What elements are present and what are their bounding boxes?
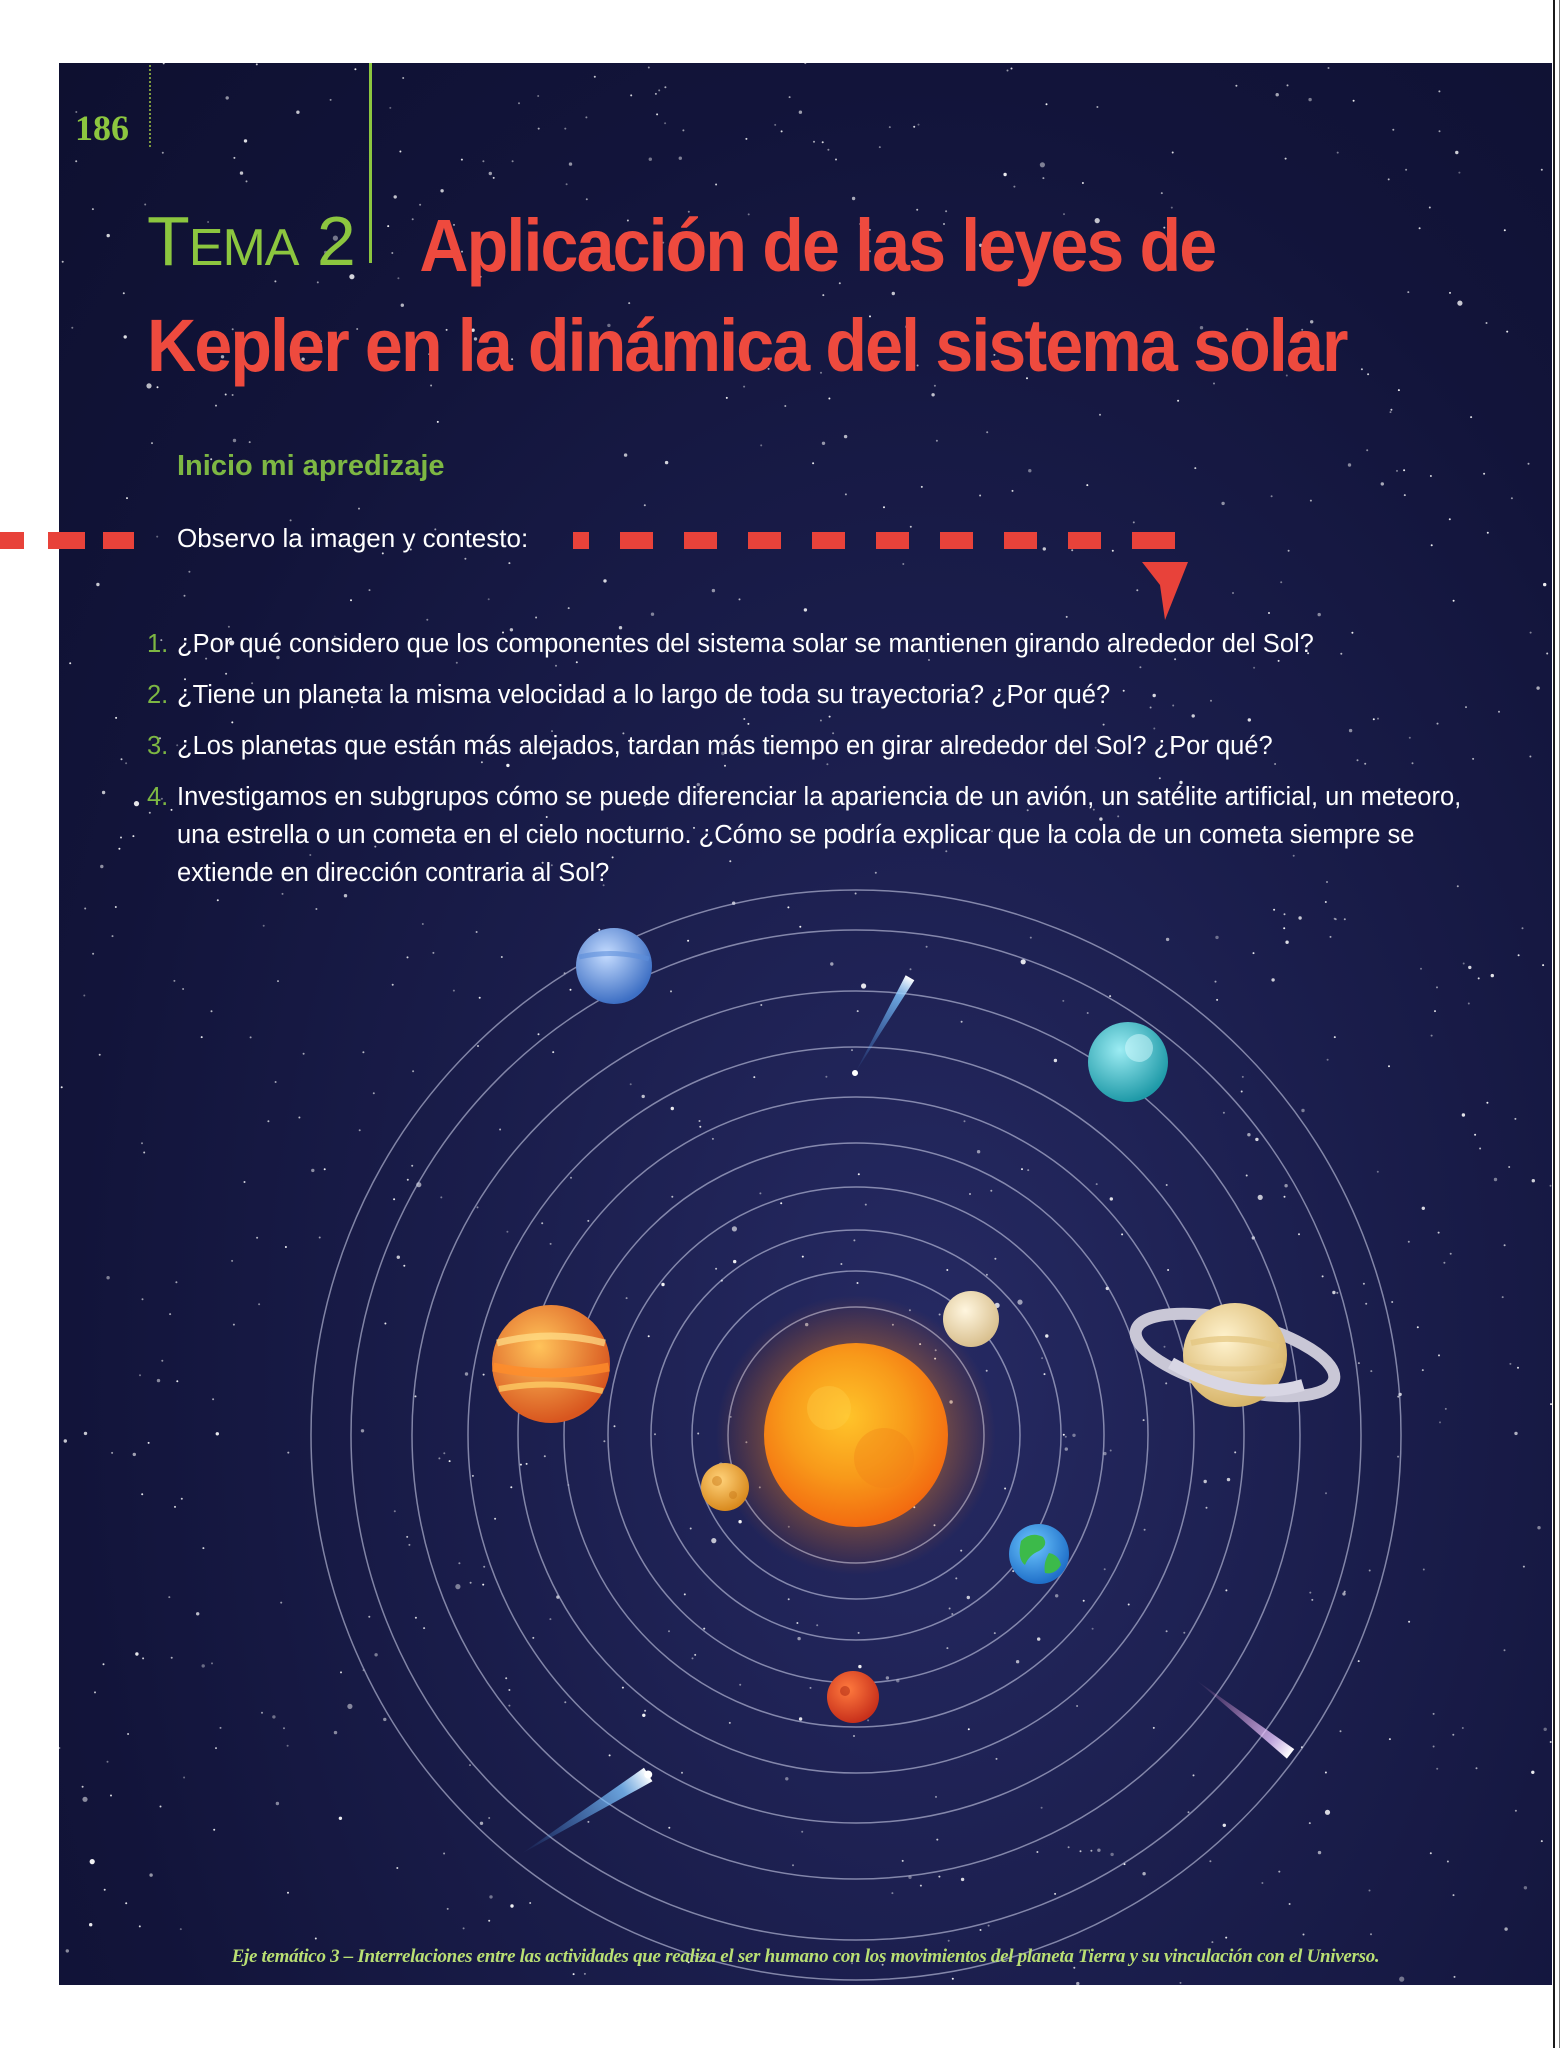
question-number: 2.	[147, 681, 169, 709]
page-edge-rule	[1553, 0, 1555, 2048]
page-title	[147, 196, 1371, 396]
question-number: 1.	[147, 630, 169, 658]
question-item	[147, 625, 1477, 663]
question-text: ¿Tiene un planeta la misma velocidad a lo largo de toda su trayectoria? ¿Por qué?	[177, 681, 1111, 709]
saturn-icon	[1128, 1297, 1342, 1412]
question-item	[147, 778, 1477, 892]
earth-icon	[1009, 1524, 1069, 1584]
venus-icon	[943, 1291, 999, 1347]
section-heading: Inicio mi apredizaje	[177, 450, 445, 482]
question-number: 3.	[147, 732, 169, 760]
tema-first-letter: T	[147, 202, 189, 280]
comet-icon	[1192, 1675, 1294, 1758]
footer-axis-caption: Eje temático 3 – Interrelaciones entre las actividades que realiza el ser humano con los movimientos del planeta Tierra y su vinculación con el Universo.	[231, 1946, 1380, 1967]
title-line-2: Kepler en la dinámica del sistema solar	[147, 304, 1347, 387]
title-line-1: Aplicación de las leyes de	[419, 204, 1216, 287]
comet-icon	[517, 1766, 656, 1861]
jupiter-icon	[492, 1305, 610, 1423]
page	[59, 63, 1552, 1985]
question-text: Investigamos en subgrupos cómo se puede diferenciar la apariencia de un avión, un satélite artificial, un meteoro, una estrella o un cometa en el cielo nocturno. ¿Cómo se podría explicar que la cola de un cometa siempre se extiende en dirección contraria al Sol?	[177, 783, 1462, 887]
page-edge-rule-thin	[1559, 0, 1560, 2048]
page-number-dotted-rule	[149, 65, 151, 147]
question-text: ¿Por qué considero que los componentes del sistema solar se mantienen girando alrededor del Sol?	[177, 630, 1314, 658]
uranus-icon	[1088, 1022, 1168, 1102]
tema-rest: EMA	[188, 219, 299, 277]
page-number: 186	[75, 108, 129, 148]
instruction-text: Observo la imagen y contesto:	[177, 523, 529, 553]
mars-icon	[827, 1671, 879, 1723]
question-text: ¿Los planetas que están más alejados, tardan más tiempo en girar alrededor del Sol? ¿Por qué?	[177, 732, 1273, 760]
question-item	[147, 676, 1477, 714]
question-number: 4.	[147, 783, 169, 811]
question-item	[147, 727, 1477, 765]
tema-number: 2	[316, 202, 355, 280]
question-list	[147, 625, 1477, 905]
mercury-icon	[701, 1463, 749, 1511]
neptune-icon	[576, 928, 652, 1004]
